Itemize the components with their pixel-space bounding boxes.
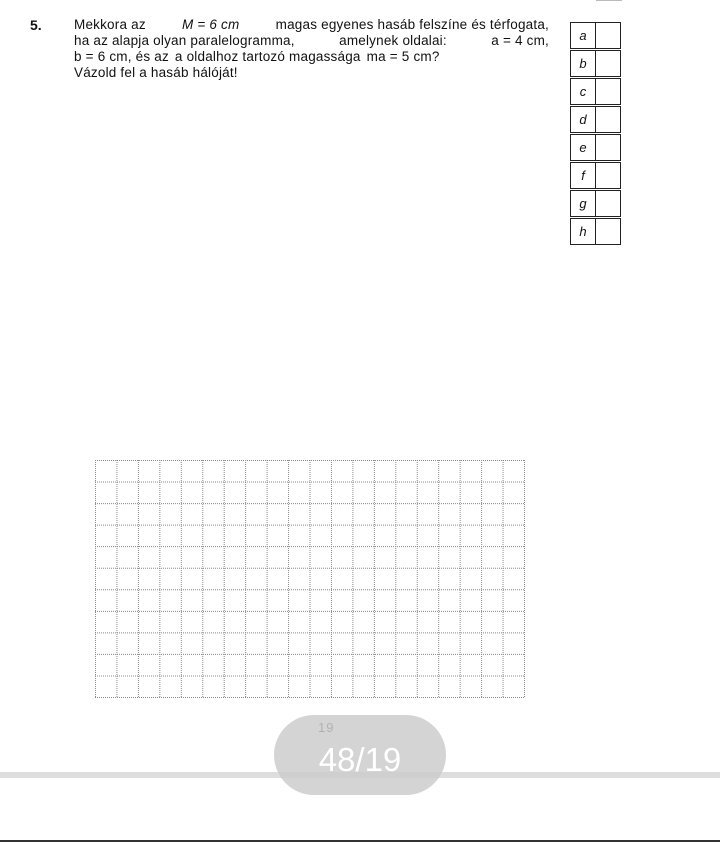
question-number: 5. xyxy=(30,17,42,33)
score-label: g xyxy=(570,190,596,217)
question-line-2 xyxy=(74,33,549,49)
score-box xyxy=(596,134,621,161)
score-label: h xyxy=(570,218,596,245)
score-label: b xyxy=(570,50,596,77)
question-line-4-part-1: Vázold fel a hasáb hálóját! xyxy=(74,65,238,80)
question-line-2-part-2: amelynek oldalai: xyxy=(339,33,447,48)
score-row xyxy=(570,78,622,105)
graph-paper-grid xyxy=(95,460,525,698)
score-row xyxy=(570,190,622,217)
score-label: f xyxy=(570,162,596,189)
score-box xyxy=(596,218,621,245)
question-line-1-part-3: magas egyenes hasáb felszíne és térfogata, xyxy=(275,17,549,32)
question-line-4 xyxy=(74,65,549,81)
score-label: c xyxy=(570,78,596,105)
question-line-3 xyxy=(74,49,549,65)
bottom-edge-line xyxy=(0,840,720,842)
score-row xyxy=(570,162,622,189)
score-box xyxy=(596,50,621,77)
question-line-2-part-3: a = 4 cm, xyxy=(491,33,549,48)
score-row xyxy=(570,22,622,49)
score-label: d xyxy=(570,106,596,133)
score-row xyxy=(570,134,622,161)
question-line-2-part-1: ha az alapja olyan paralelogramma, xyxy=(74,33,295,48)
question-text xyxy=(74,17,549,81)
question-line-3-part-1: b = 6 cm, és az xyxy=(74,49,169,64)
score-box xyxy=(596,190,621,217)
question-line-1 xyxy=(74,17,549,33)
score-row xyxy=(570,106,622,133)
top-edge-line xyxy=(596,0,622,1)
score-box xyxy=(596,106,621,133)
question-line-3-part-2: a oldalhoz tartozó magassága xyxy=(174,49,361,64)
score-row xyxy=(570,50,622,77)
score-box xyxy=(596,162,621,189)
question-line-1-part-1: Mekkora az xyxy=(74,17,146,32)
grid-lines xyxy=(95,460,525,698)
score-box xyxy=(596,78,621,105)
question-line-1-part-2: M = 6 cm xyxy=(181,17,240,32)
question-line-3-part-3: ma = 5 cm? xyxy=(366,49,440,64)
score-label: a xyxy=(570,22,596,49)
score-row xyxy=(570,218,622,245)
page-indicator xyxy=(274,715,446,795)
page-indicator-text: 48/19 xyxy=(318,741,402,778)
score-box xyxy=(596,22,621,49)
score-label: e xyxy=(570,134,596,161)
score-table xyxy=(570,22,622,246)
